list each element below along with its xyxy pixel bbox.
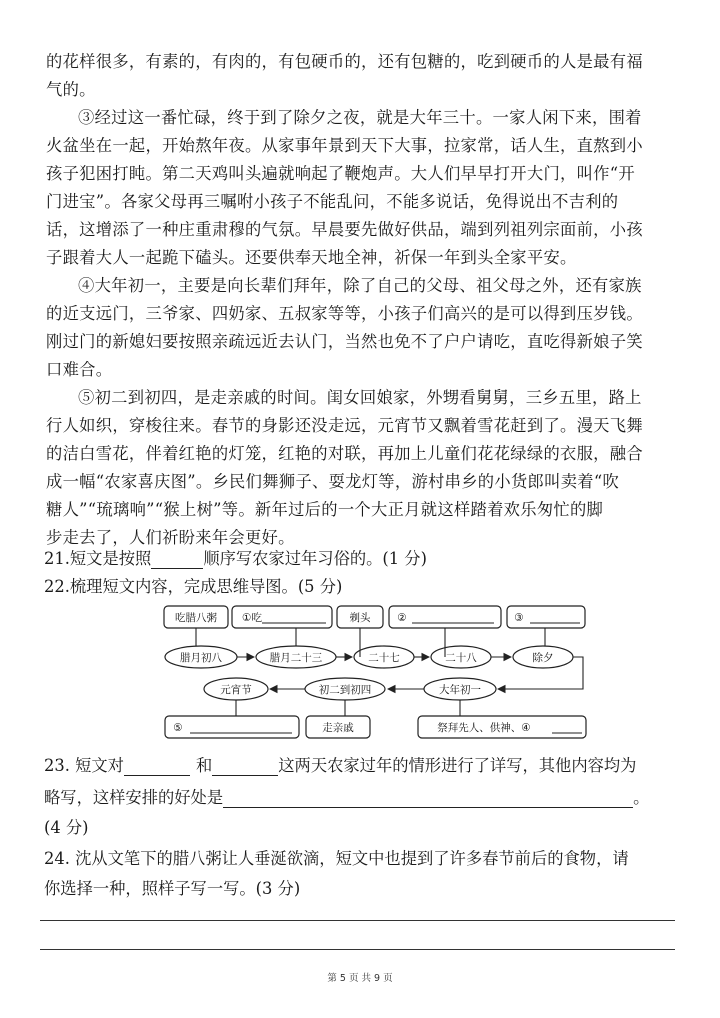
q23-text-end: 。 xyxy=(633,788,650,807)
top-label-2: ①吃 xyxy=(242,612,262,624)
passage-line: 的近支远门，三爷家、四奶家、五叔家等等，小孩子们高兴的是可以得到压岁钱。 xyxy=(46,304,643,323)
day-label-7: 初二到初四 xyxy=(318,684,372,696)
passage-line: 的洁白雪花，伴着红艳的灯笼，红艳的对联，再加上儿童们花花绿绿的衣服，融合 xyxy=(46,444,643,463)
q21-text-post: 顺序写农家过年习俗的。(1 分) xyxy=(203,549,427,568)
q23-text-a: 短文对 xyxy=(75,756,124,775)
answer-line-2[interactable] xyxy=(40,949,675,950)
passage-line: 火盆坐在一起，开始熬年夜。从家事年景到天下大事，拉家常，话人生，直熬到小 xyxy=(46,136,643,155)
day-label-3: 二十七 xyxy=(368,652,400,664)
passage-line: 话，这增添了一种庄重肃穆的气氛。早晨要先做好供品，端到列祖列宗面前，小孩 xyxy=(46,220,643,239)
passage-line: 成一幅“农家喜庆图”。乡民们舞狮子、耍龙灯等，游村串乡的小货郎叫卖着“吹 xyxy=(46,472,620,491)
passage-line: 子跟着大人一起跪下磕头。还要供奉天地全神，祈保一年到头全家平安。 xyxy=(46,248,577,267)
bottom-box-1[interactable] xyxy=(165,716,299,738)
passage-line: ⑤初二到初四，是走亲戚的时间。闺女回娘家，外甥看舅舅，三乡五里，路上 xyxy=(78,388,642,407)
answer-line-1[interactable] xyxy=(40,920,675,921)
question-24-line-2: 你选择一种，照样子写一写。(3 分) xyxy=(44,879,301,898)
q23-score: (4 分) xyxy=(44,818,89,837)
passage-line: 刚过门的新媳妇要按照亲疏远近去认门，当然也免不了户户请吃，直吃得新娘子笑 xyxy=(46,332,643,351)
question-23-line-2 xyxy=(44,784,649,808)
passage-line: 口难合。 xyxy=(46,360,113,379)
q23-text-b: 和 xyxy=(195,756,213,775)
q21-text-pre: 21.短文是按照 xyxy=(44,549,152,568)
top-label-3: 剃头 xyxy=(349,612,371,624)
q23-blank-2[interactable] xyxy=(212,759,278,776)
day-label-2: 腊月二十三 xyxy=(269,652,323,664)
passage-line: ③经过这一番忙碌，终于到了除夕之夜，就是大年三十。一家人闲下来，围着 xyxy=(78,108,642,127)
top-label-5: ③ xyxy=(514,612,524,624)
question-23 xyxy=(44,752,636,776)
passage-line: 气的。 xyxy=(46,80,96,99)
bottom-label-1: ⑤ xyxy=(173,722,183,734)
passage-line: ④大年初一，主要是向长辈们拜年，除了自己的父母、祖父母之外，还有家族 xyxy=(78,276,642,295)
q23-blank-1[interactable] xyxy=(124,759,190,776)
day-label-5: 除夕 xyxy=(532,652,554,664)
passage-line: 孩子犯困打盹。第二天鸡叫头遍就响起了鞭炮声。大人们早早打开大门，叫作“开 xyxy=(46,164,635,183)
question-22: 22.梳理短文内容，完成思维导图。(5 分) xyxy=(44,577,343,596)
day-label-4: 二十八 xyxy=(445,652,477,664)
day-label-1: 腊月初八 xyxy=(180,652,222,664)
passage-line: 糖人”“琉璃响”“猴上树”等。新年过后的一个大正月就这样踏着欢乐匆忙的脚 xyxy=(46,500,604,519)
passage-line: 门进宝”。各家父母再三嘱咐小孩子不能乱问，不能多说话，免得说出不吉利的 xyxy=(46,192,619,211)
bottom-label-3: 祭拜先人、供神、④ xyxy=(437,722,531,734)
day-label-8: 大年初一 xyxy=(439,684,481,696)
page-footer: 第 5 页 共 9 页 xyxy=(327,973,393,984)
q23-blank-3[interactable] xyxy=(223,791,633,808)
top-label-4: ② xyxy=(397,612,407,624)
question-24-line-1: 24. 沈从文笔下的腊八粥让人垂涎欲滴，短文中也提到了许多春节前后的食物，请 xyxy=(44,849,629,868)
day-label-6: 元宵节 xyxy=(220,684,252,696)
passage-line: 行人如织，穿梭往来。春节的身影还没走远，元宵节又飘着雪花赶到了。漫天飞舞 xyxy=(46,416,643,435)
passage-line: 步走去了，人们祈盼来年会更好。 xyxy=(46,528,295,547)
q23-text-d: 略写，这样安排的好处是 xyxy=(44,788,224,807)
passage-line: 的花样很多，有素的，有肉的，有包硬币的，还有包糖的，吃到硬币的人是最有福 xyxy=(46,52,643,71)
bottom-label-2: 走亲戚 xyxy=(322,722,354,734)
top-label-1: 吃腊八粥 xyxy=(175,612,217,624)
q23-num: 23. xyxy=(44,756,70,775)
q23-text-c: 这两天农家过年的情形进行了详写，其他内容均为 xyxy=(278,756,637,775)
